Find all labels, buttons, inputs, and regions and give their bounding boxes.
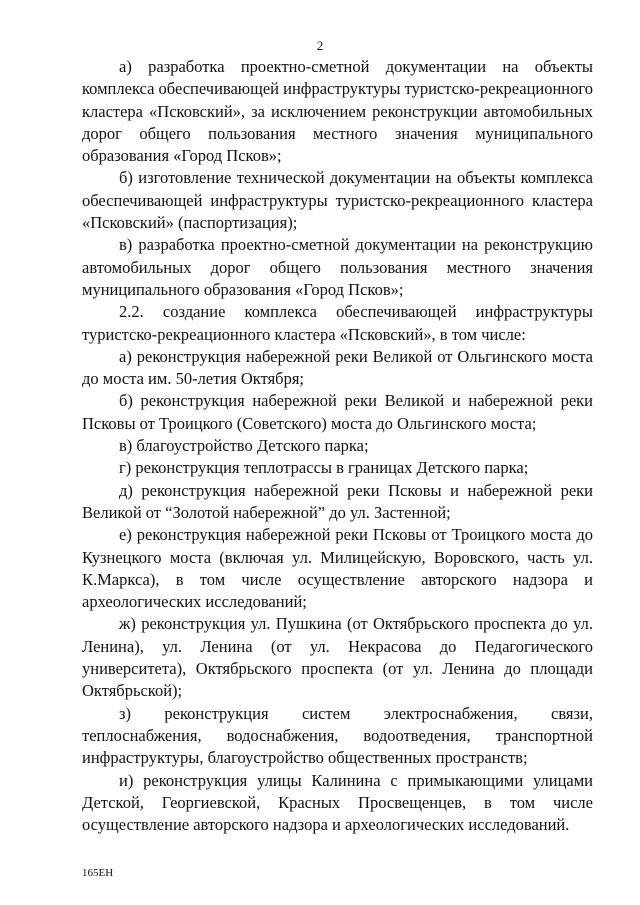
paragraph-zh-street-reconstruction: ж) реконструкция ул. Пушкина (от Октябрьского проспекта до ул. Ленина), ул. Ленина (от ул. Некрасова до Педагогического университета), Октябрьского проспекта (от ул. Ленина до площади Октябрьской); [82, 614, 593, 701]
paragraph-g-heating-main: г) реконструкция теплотрассы в границах Детского парка; [119, 458, 529, 478]
paragraph-i-kalinina-street: и) реконструкция улицы Калинина с примыкающими улицами Детской, Георгиевской, Красных Просвещенцев, в том числе осуществление авторского надзора и археологических исследований. [82, 770, 593, 835]
paragraph-a-design-documentation: а) разработка проектно-сметной документации на объекты комплекса обеспечивающей инфраструктуры туристско-рекреационного кластера «Псковский», за исключением реконструкции автомобильных дорог общего пользования местного значения муниципального образования «Город Псков»; [82, 57, 593, 166]
paragraph-v-road-reconstruction-design: в) разработка проектно-сметной документации на реконструкцию автомобильных дорог общего пользования местного значения муниципального образования «Город Псков»; [82, 235, 593, 299]
paragraph-b-velikaya-pskova-embankment: б) реконструкция набережной реки Великой и набережной реки Псковы от Троицкого (Советского) моста до Ольгинского моста; [82, 391, 593, 433]
paragraph-2-2-infrastructure-creation: 2.2. создание комплекса обеспечивающей инфраструктуры туристско-рекреационного кластера «Псковский», в том числе: [82, 302, 593, 344]
page-number: 2 [316, 38, 324, 53]
paragraph-z-utility-systems: з) реконструкция систем электроснабжения, связи, теплоснабжения, водоснабжения, водоотведения, транспортной инфраструктуры, благоустройство общественных пространств; [82, 703, 593, 768]
paragraph-e-pskova-embankment-troitsky: е) реконструкция набережной реки Псковы от Троицкого моста до Кузнецкого моста (включая ул. Милицейскую, Воровского, часть ул. К.Маркса), в том числе осуществление авторского надзора и археологических исследований; [82, 525, 593, 612]
document-body [82, 56, 593, 836]
footer-code: 165ЕН [82, 867, 114, 879]
paragraph-d-pskova-velikaya-embankment: д) реконструкция набережной реки Псковы и набережной реки Великой от “Золотой набережной” до ул. Застенной; [82, 480, 593, 522]
paragraph-v-childrens-park: в) благоустройство Детского парка; [119, 436, 369, 456]
paragraph-b-technical-documentation: б) изготовление технической документации на объекты комплекса обеспечивающей инфраструктуры туристско-рекреационного кластера «Псковский» (паспортизация); [82, 168, 593, 233]
paragraph-a-velikaya-embankment: а) реконструкция набережной реки Великой от Ольгинского моста до моста им. 50-летия Октября; [82, 346, 593, 389]
